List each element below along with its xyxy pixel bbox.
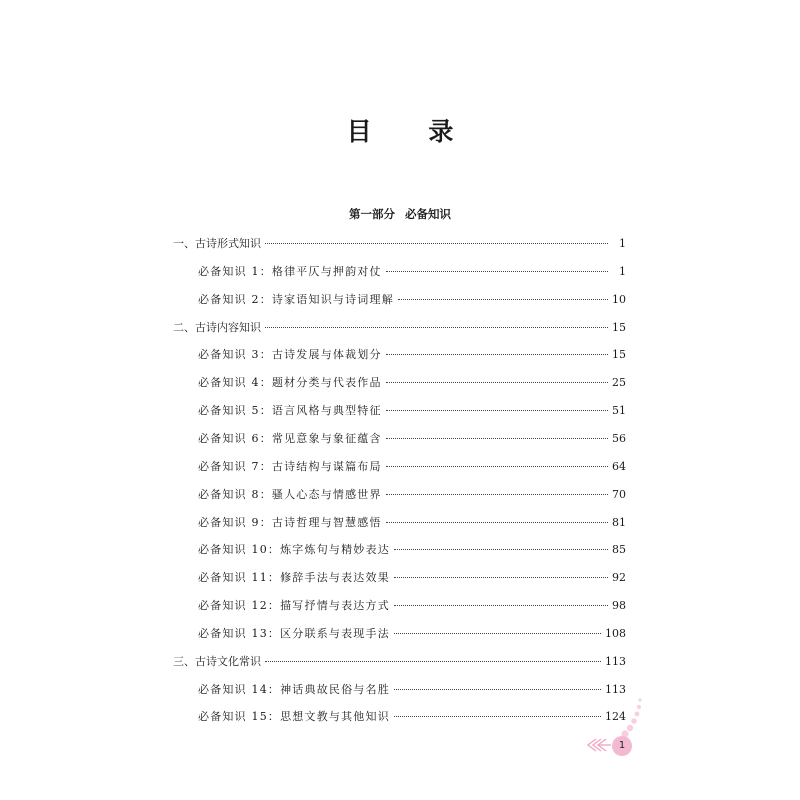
toc-leader-dots	[394, 549, 608, 550]
toc-title: 必备知识 8：骚人心态与情感世界	[198, 488, 382, 501]
toc-title: 必备知识 6：常见意象与象征蕴含	[198, 432, 382, 445]
toc-item	[198, 487, 626, 503]
toc-item	[198, 347, 626, 363]
toc-leader-dots	[386, 438, 608, 439]
toc-title: 必备知识 7：古诗结构与谋篇布局	[198, 460, 382, 473]
toc-item	[198, 403, 626, 419]
part-heading: 第一部分 必备知识	[348, 207, 451, 221]
toc-title: 一、古诗形式知识	[173, 237, 261, 250]
toc-leader-dots	[386, 271, 608, 272]
toc-leader-dots	[398, 299, 608, 300]
toc-page-number: 113	[605, 655, 626, 668]
toc-title: 必备知识 4：题材分类与代表作品	[198, 376, 382, 389]
toc-leader-dots	[394, 689, 601, 690]
toc-page-number: 124	[605, 710, 626, 723]
toc-page-number: 15	[612, 321, 626, 334]
toc-section	[173, 654, 626, 670]
toc-item	[198, 598, 626, 614]
toc-title: 必备知识 11：修辞手法与表达效果	[198, 571, 390, 584]
toc-leader-dots	[386, 354, 608, 355]
toc-page-number: 1	[619, 265, 626, 278]
toc-item	[198, 570, 626, 586]
toc-page-number: 56	[612, 432, 626, 445]
toc-leader-dots	[394, 605, 608, 606]
toc-item	[198, 626, 626, 642]
toc-leader-dots	[386, 522, 608, 523]
toc-section	[173, 236, 626, 252]
toc-leader-dots	[265, 661, 601, 662]
toc-leader-dots	[386, 494, 608, 495]
toc-page-number: 51	[612, 404, 626, 417]
toc-page-number: 10	[612, 293, 626, 306]
toc-leader-dots	[265, 243, 608, 244]
toc-title: 必备知识 5：语言风格与典型特征	[198, 404, 382, 417]
toc-title: 必备知识 9：古诗哲理与智慧感悟	[198, 516, 382, 529]
toc-title: 必备知识 15：思想文教与其他知识	[198, 710, 390, 723]
page-number: 1	[612, 736, 632, 756]
toc-title: 必备知识 13：区分联系与表现手法	[198, 627, 390, 640]
page-title: 目 录	[346, 117, 478, 146]
toc-page-number: 85	[612, 543, 626, 556]
toc-title: 必备知识 1：格律平仄与押韵对仗	[198, 265, 382, 278]
toc-page-number: 25	[612, 376, 626, 389]
toc-item	[198, 709, 626, 725]
toc-leader-dots	[394, 633, 601, 634]
toc-leader-dots	[386, 466, 608, 467]
toc-leader-dots	[394, 577, 608, 578]
footer-decoration	[580, 690, 660, 770]
toc-item	[198, 459, 626, 475]
toc-item	[198, 682, 626, 698]
toc-page-number: 92	[612, 571, 626, 584]
toc-item	[198, 515, 626, 531]
toc-page-number: 98	[612, 599, 626, 612]
toc-page-number: 64	[612, 460, 626, 473]
double-chevron-left-icon	[588, 739, 611, 751]
toc-item	[198, 431, 626, 447]
dots-decoration	[621, 698, 641, 737]
toc-title: 二、古诗内容知识	[173, 321, 261, 334]
toc-page-number: 81	[612, 516, 626, 529]
toc-page-number: 108	[605, 627, 626, 640]
toc-title: 必备知识 14：神话典故民俗与名胜	[198, 683, 390, 696]
toc-page-number: 1	[619, 237, 626, 250]
toc-title: 必备知识 10：炼字炼句与精妙表达	[198, 543, 390, 556]
toc-title: 必备知识 12：描写抒情与表达方式	[198, 599, 390, 612]
toc-page-number: 15	[612, 348, 626, 361]
toc-section	[173, 320, 626, 336]
toc-leader-dots	[386, 410, 608, 411]
toc-page-number: 113	[605, 683, 626, 696]
toc-item	[198, 375, 626, 391]
toc-leader-dots	[386, 382, 608, 383]
toc-title: 必备知识 3：古诗发展与体裁划分	[198, 348, 382, 361]
toc-page-number: 70	[612, 488, 626, 501]
toc-item	[198, 542, 626, 558]
toc-leader-dots	[265, 327, 608, 328]
toc-item	[198, 292, 626, 308]
toc-item	[198, 264, 626, 280]
toc-leader-dots	[394, 716, 601, 717]
toc-title: 三、古诗文化常识	[173, 655, 261, 668]
toc-title: 必备知识 2：诗家语知识与诗词理解	[198, 293, 394, 306]
